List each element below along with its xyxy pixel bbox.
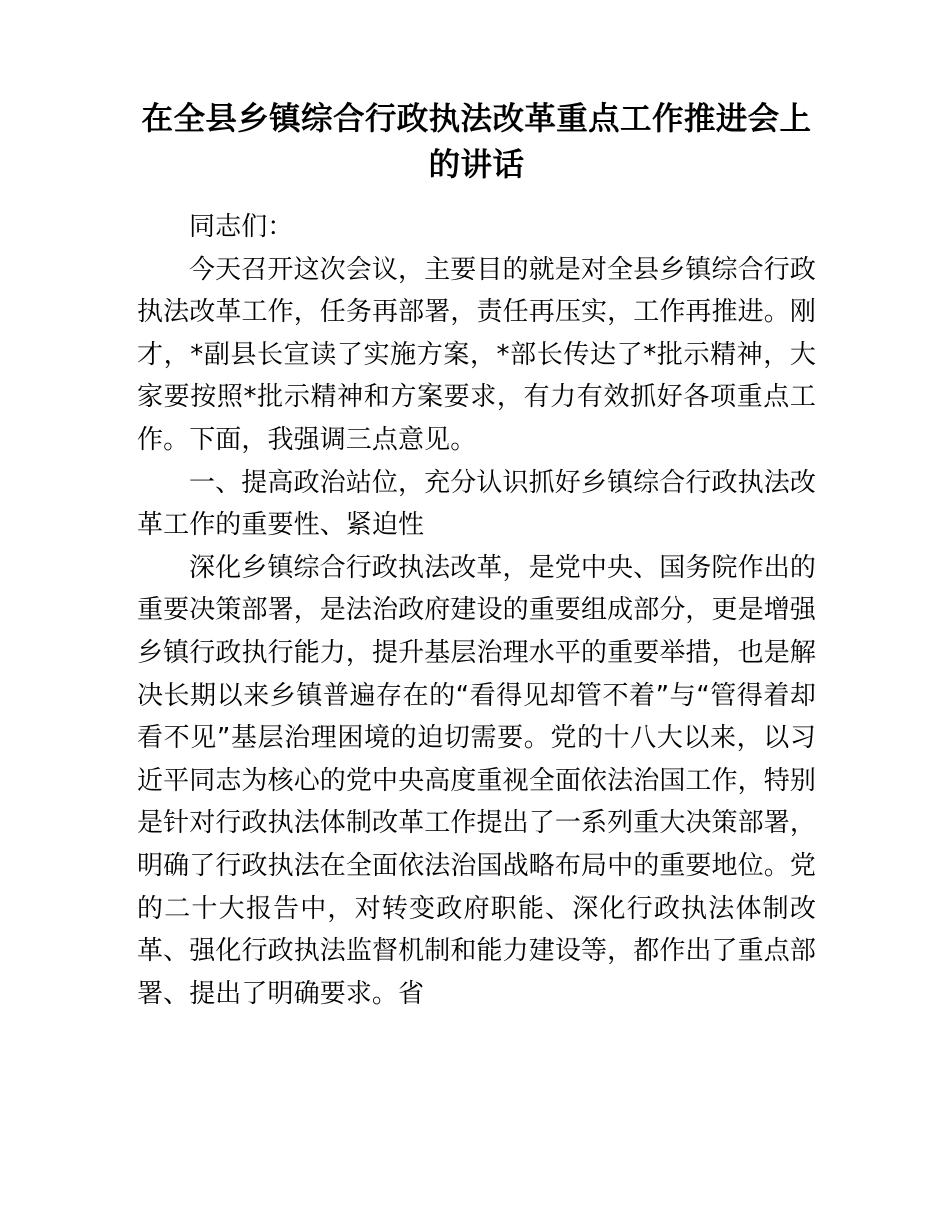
document-body (137, 96, 816, 1015)
paragraph-section-heading-one: 一、提高政治站位，充分认识抓好乡镇综合行政执法改革工作的重要性、紧迫性 (137, 467, 816, 541)
paragraph-section-one-body: 深化乡镇综合行政执法改革，是党中央、国务院作出的重要决策部署，是法治政府建设的重要组成部分，更是增强乡镇行政执行能力，提升基层治理水平的重要举措，也是解决长期以来乡镇普遍存在的“看得见却管不着”与“管得着却看不见”基层治理困境的迫切需要。党的十八大以来，以习近平同志为核心的党中央高度重视全面依法治国工作，特别是针对行政执法体制改革工作提出了一系列重大决策部署，明确了行政执法在全面依法治国战略布局中的重要地位。党的二十大报告中，对转变政府职能、深化行政执法体制改革、强化行政执法监督机制和能力建设等，都作出了重点部署、提出了明确要求。省 (137, 552, 816, 1009)
paragraph-opening-remarks: 今天召开这次会议，主要目的就是对全县乡镇综合行政执法改革工作，任务再部署，责任再压实，工作再推进。刚才，*副县长宣读了实施方案，*部长传达了*批示精神，大家要按照*批示精神和方案要求，有力有效抓好各项重点工作。下面，我强调三点意见。 (137, 254, 816, 455)
paragraph-salutation: 同志们： (189, 212, 294, 242)
document-title: 在全县乡镇综合行政执法改革重点工作推进会上的讲话 (141, 101, 812, 183)
